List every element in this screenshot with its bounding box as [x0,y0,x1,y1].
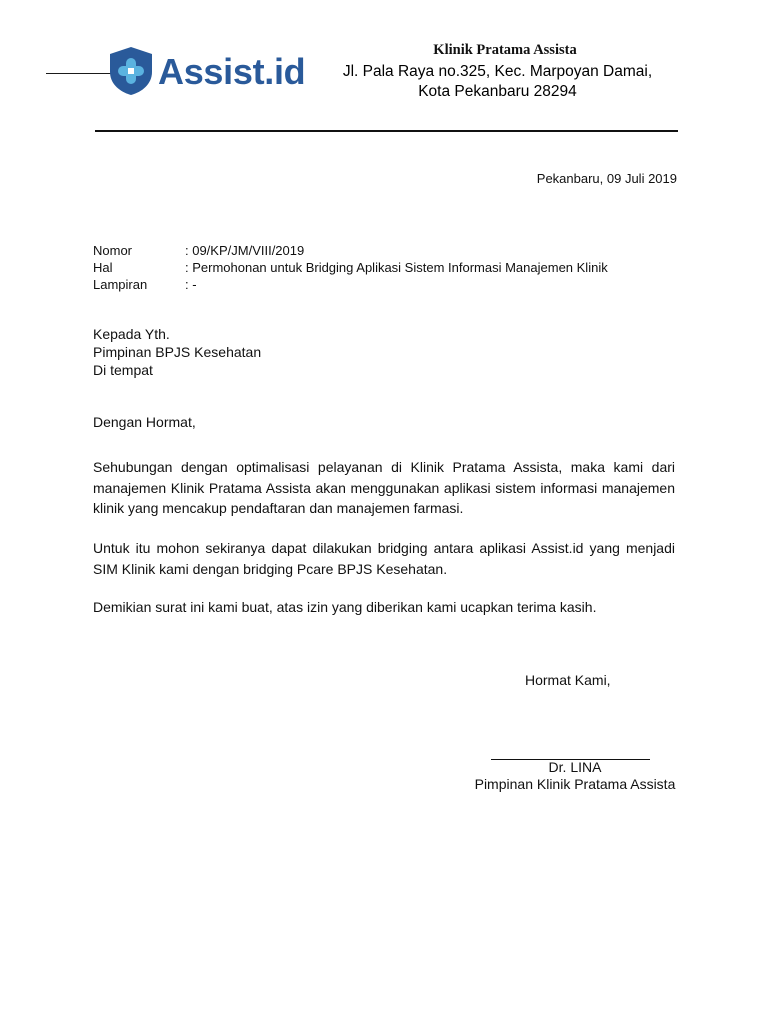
recipient-line: Kepada Yth. [93,326,170,342]
letter-date: Pekanbaru, 09 Juli 2019 [536,171,677,186]
letter-meta [93,242,608,293]
meta-value: : Permohonan untuk Bridging Aplikasi Sistem Informasi Manajemen Klinik [185,260,608,275]
closing: Hormat Kami, [525,672,611,688]
logo-wordmark: Assist.id [158,51,306,92]
address-line-1: Jl. Pala Raya no.325, Kec. Marpoyan Damai, [342,63,653,80]
recipient-line: Pimpinan BPJS Kesehatan [93,344,262,360]
address-line-2: Kota Pekanbaru 28294 [418,83,577,100]
shield-logo-icon [108,46,154,96]
meta-row-hal [93,259,608,276]
meta-label: Nomor [93,243,133,258]
meta-row-lampiran [93,276,608,293]
clinic-name: Klinik Pratama Assista [433,42,577,58]
letterhead-line-left [46,73,114,74]
meta-label: Lampiran [93,277,148,292]
recipient-block [93,325,675,379]
body-paragraph-2: Untuk itu mohon sekiranya dapat dilakukan bridging antara aplikasi Assist.id yang menjadi SIM Klinik kami dengan bridging Pcare BPJS Kesehatan. [93,540,675,577]
recipient-line: Di tempat [93,362,153,378]
letterhead-divider [95,130,678,132]
meta-label: Hal [93,260,113,275]
signer-name: Dr. LINA [548,759,602,775]
body-paragraph-1: Sehubungan dengan optimalisasi pelayanan di Klinik Pratama Assista, maka kami dari manajemen Klinik Pratama Assista akan menggunakan aplikasi sistem informasi manajemen klinik yang mencakup pendaftaran dan manajemen farmasi. [93,459,675,516]
body-paragraph-3: Demikian surat ini kami buat, atas izin yang diberikan kami ucapkan terima kasih. [93,599,597,615]
greeting: Dengan Hormat, [93,414,196,430]
meta-row-nomor [93,242,608,259]
signer-title: Pimpinan Klinik Pratama Assista [474,776,676,792]
meta-value: : - [185,277,197,292]
meta-value: : 09/KP/JM/VIII/2019 [185,243,305,258]
